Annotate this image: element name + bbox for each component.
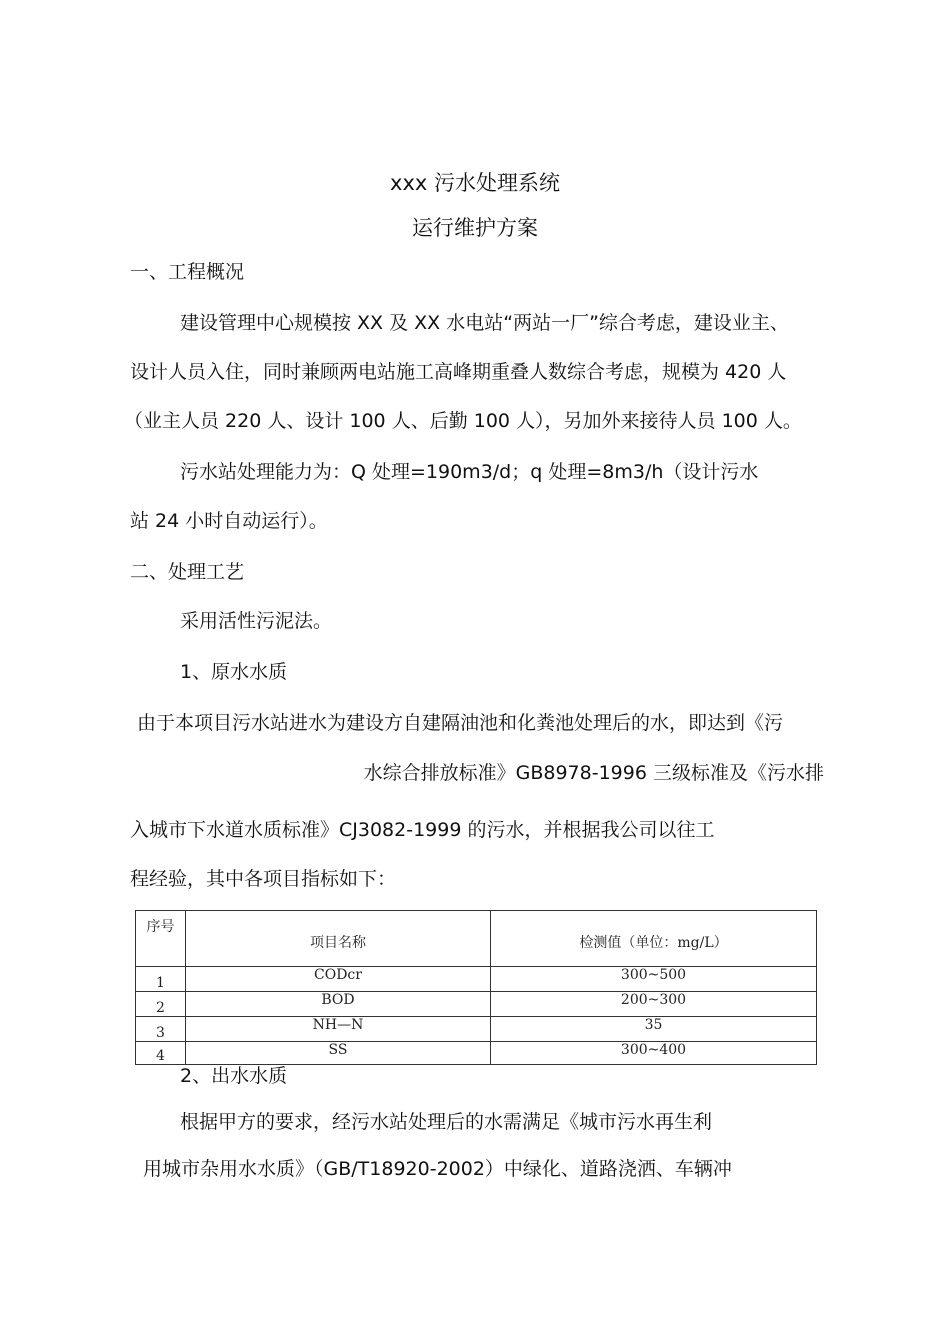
cell-name: BOD bbox=[186, 992, 491, 1017]
table-row bbox=[136, 1042, 817, 1065]
raw-water-paragraph-line: 程经验，其中各项目指标如下： bbox=[130, 868, 397, 890]
raw-water-indicator-table bbox=[135, 910, 817, 1065]
effluent-paragraph-line: 根据甲方的要求，经污水站处理后的水需满足《城市污水再生利 bbox=[180, 1111, 713, 1133]
subsection-heading-effluent: 2、出水水质 bbox=[180, 1065, 288, 1087]
effluent-paragraph-line: 用城市杂用水水质》（GB/T18920-2002）中绿化、道路浇洒、车辆冲 bbox=[143, 1158, 732, 1180]
cell-value: 300~400 bbox=[491, 1042, 817, 1065]
subsection-heading-raw-water: 1、原水水质 bbox=[180, 661, 288, 683]
table-row bbox=[136, 1017, 817, 1042]
cell-name: CODcr bbox=[186, 967, 491, 992]
capacity-paragraph-line: 污水站处理能力为：Q 处理=190m3/d；q 处理=8m3/h（设计污水 bbox=[180, 461, 759, 483]
header-cell-name: 项目名称 bbox=[186, 911, 491, 967]
table-row bbox=[136, 967, 817, 992]
header-cell-no: 序号 bbox=[136, 911, 186, 967]
overview-paragraph-line: （业主人员 220 人、设计 100 人、后勤 100 人），另加外来接待人员 100 人。 bbox=[124, 410, 802, 432]
cell-name: NH—N bbox=[186, 1017, 491, 1042]
capacity-paragraph-line: 站 24 小时自动运行）。 bbox=[130, 510, 328, 532]
section-heading-overview: 一、工程概况 bbox=[130, 261, 245, 283]
document-subtitle: 运行维护方案 bbox=[412, 216, 538, 240]
cell-no: 1 bbox=[136, 967, 186, 992]
cell-no: 3 bbox=[136, 1017, 186, 1042]
table-header-row bbox=[136, 911, 817, 967]
overview-paragraph-line: 建设管理中心规模按 XX 及 XX 水电站“两站一厂”综合考虑，建设业主、 bbox=[180, 312, 789, 334]
section-heading-process: 二、处理工艺 bbox=[130, 561, 245, 583]
process-paragraph: 采用活性污泥法。 bbox=[180, 610, 333, 632]
header-cell-value: 检测值（单位：mg/L） bbox=[491, 911, 817, 967]
cell-value: 200~300 bbox=[491, 992, 817, 1017]
cell-value: 35 bbox=[491, 1017, 817, 1042]
overview-paragraph-line: 设计人员入住，同时兼顾两电站施工高峰期重叠人数综合考虑，规模为 420 人 bbox=[130, 361, 787, 383]
table-row bbox=[136, 992, 817, 1017]
cell-no: 2 bbox=[136, 992, 186, 1017]
raw-water-paragraph-line: 水综合排放标准》GB8978-1996 三级标准及《污水排 bbox=[363, 762, 824, 784]
cell-value: 300~500 bbox=[491, 967, 817, 992]
raw-water-paragraph-line: 入城市下水道水质标准》CJ3082-1999 的污水，并根据我公司以往工 bbox=[130, 819, 715, 841]
cell-name: SS bbox=[186, 1042, 491, 1065]
cell-no: 4 bbox=[136, 1042, 186, 1065]
document-title: xxx 污水处理系统 bbox=[390, 171, 560, 195]
raw-water-paragraph-line: 由于本项目污水站进水为建设方自建隔油池和化粪池处理后的水，即达到《污 bbox=[137, 712, 784, 734]
